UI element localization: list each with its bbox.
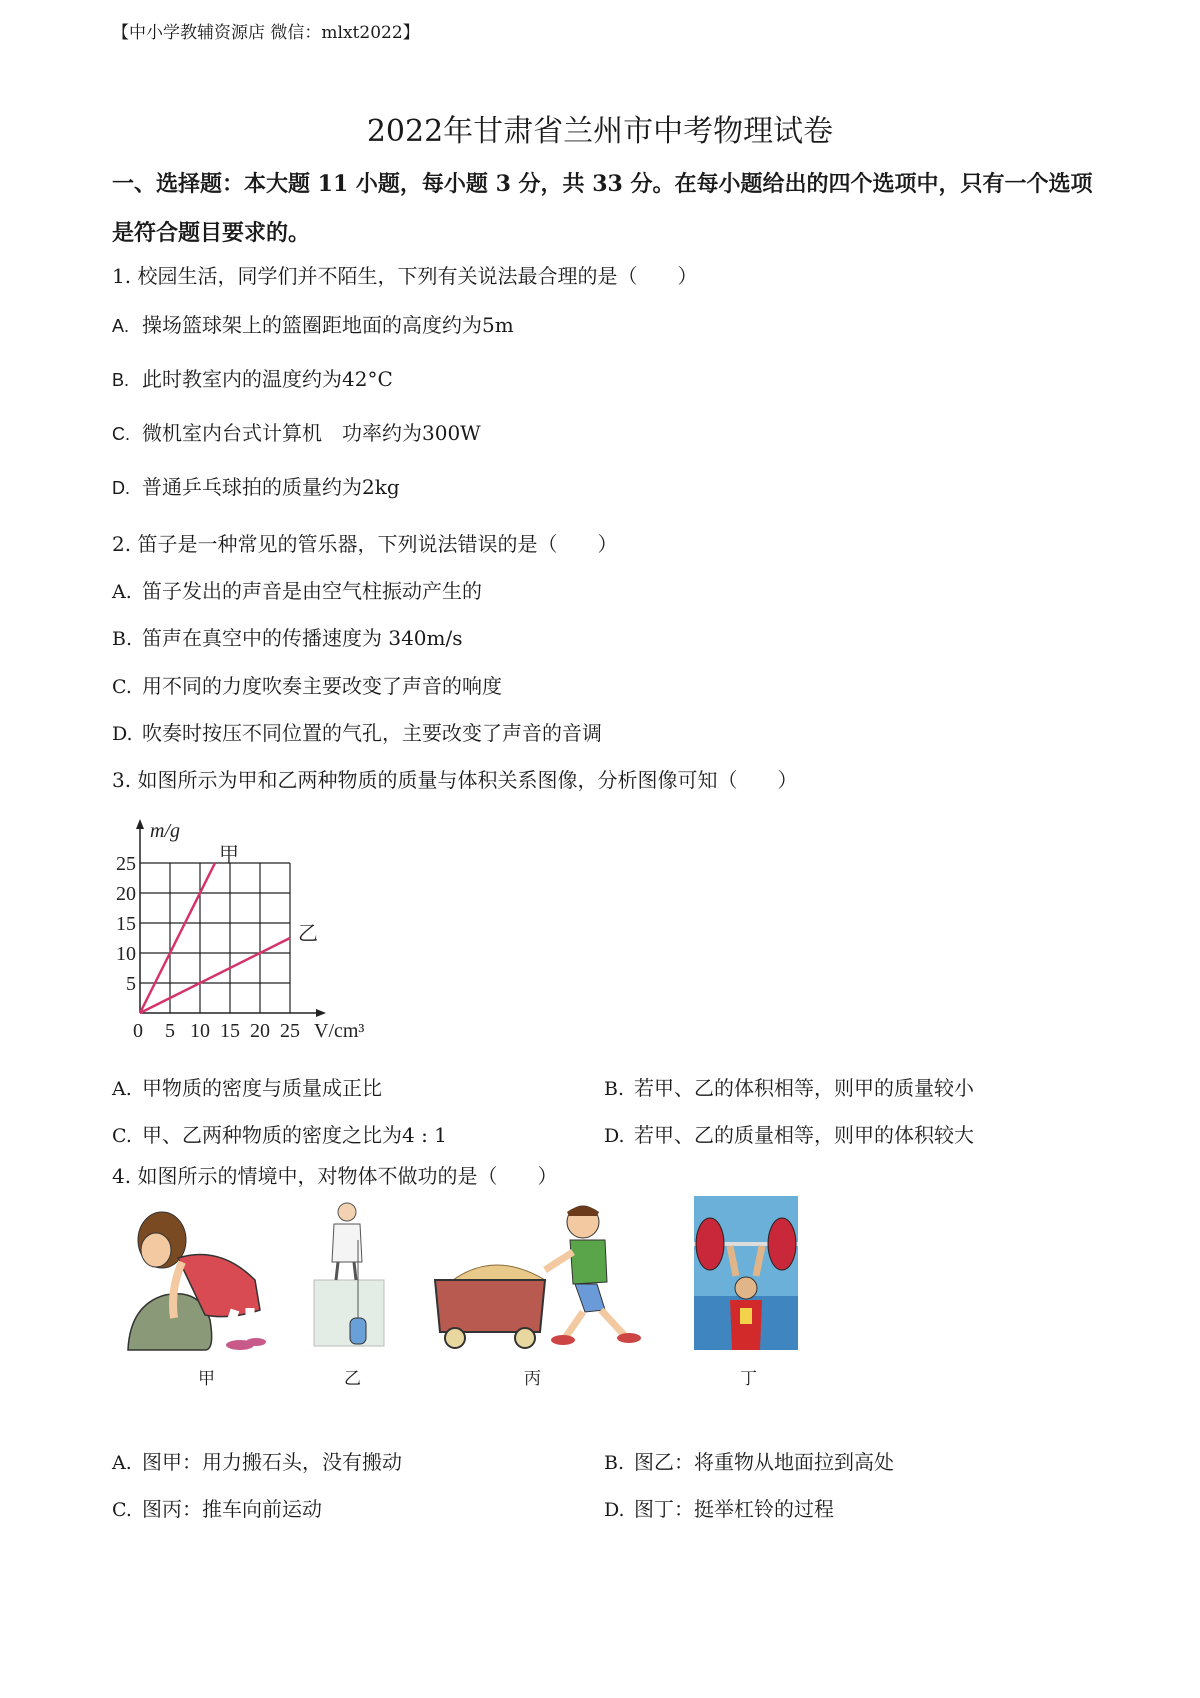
y-tick-label: 10 <box>116 943 136 965</box>
x-tick-label: 25 <box>280 1020 300 1042</box>
q2-option-a[interactable]: A. 笛子发出的声音是由空气柱振动产生的 <box>112 579 482 603</box>
q2-option-c[interactable]: C. 用不同的力度吹奏主要改变了声音的响度 <box>112 674 502 698</box>
q4-stem: 4. 如图所示的情境中，对物体不做功的是（ ） <box>112 1164 558 1188</box>
x-tick-label: 0 <box>133 1020 143 1042</box>
q2-option-b[interactable]: B. 笛声在真空中的传播速度为 340m/s <box>112 626 463 650</box>
q4-option-b[interactable]: B. 图乙：将重物从地面拉到高处 <box>604 1450 894 1474</box>
q4-option-c[interactable]: C. 图丙：推车向前运动 <box>112 1497 322 1521</box>
figure-bing-caption: 丙 <box>524 1369 541 1389</box>
figure-yi-pulling-weight <box>312 1200 392 1350</box>
q2-option-d[interactable]: D. 吹奏时按压不同位置的气孔，主要改变了声音的音调 <box>112 721 602 745</box>
x-tick-label: 5 <box>165 1020 175 1042</box>
figure-ding-weightlifter <box>694 1196 798 1350</box>
x-axis-arrow <box>316 1009 326 1017</box>
y-tick-label: 15 <box>116 913 136 935</box>
q3-option-b[interactable]: B. 若甲、乙的体积相等，则甲的质量较小 <box>604 1076 974 1100</box>
q1-option-a[interactable]: A. 操场篮球架上的篮圈距地面的高度约为5m <box>112 313 514 337</box>
figure-bing-pushing-cart <box>425 1200 660 1350</box>
q3-option-c[interactable]: C. 甲、乙两种物质的密度之比为4 : 1 <box>112 1123 447 1147</box>
y-tick-label: 5 <box>126 973 136 995</box>
page-title: 2022年甘肃省兰州市中考物理试卷 <box>366 114 834 149</box>
series-line-jia <box>140 863 215 1013</box>
q3-option-d[interactable]: D. 若甲、乙的质量相等，则甲的体积较大 <box>604 1123 974 1147</box>
series-label-yi: 乙 <box>298 923 318 945</box>
x-tick-label: 15 <box>220 1020 240 1042</box>
q4-option-a[interactable]: A. 图甲：用力搬石头，没有搬动 <box>112 1450 402 1474</box>
y-axis-arrow <box>136 819 144 829</box>
q3-option-a[interactable]: A. 甲物质的密度与质量成正比 <box>112 1076 382 1100</box>
figure-jia-lifting-stone <box>110 1200 275 1355</box>
chart-lines <box>140 863 290 1013</box>
x-axis-label: V/cm³ <box>314 1020 365 1042</box>
x-tick-label: 10 <box>190 1020 210 1042</box>
y-axis-label: m/g <box>150 820 180 842</box>
q3-stem: 3. 如图所示为甲和乙两种物质的质量与体积关系图像，分析图像可知（ ） <box>112 768 798 792</box>
q4-option-d[interactable]: D. 图丁：挺举杠铃的过程 <box>604 1497 834 1521</box>
q1-option-b[interactable]: B. 此时教室内的温度约为42°C <box>112 367 393 391</box>
page-header: 【中小学教辅资源店 微信：mlxt2022】 <box>112 23 420 43</box>
q1-option-d[interactable]: D. 普通乒乓球拍的质量约为2kg <box>112 475 400 499</box>
figure-jia-caption: 甲 <box>198 1369 215 1389</box>
figure-ding-caption: 丁 <box>740 1369 757 1389</box>
series-line-yi <box>140 938 290 1013</box>
x-tick-label: 20 <box>250 1020 270 1042</box>
section-heading: 一、选择题：本大题 11 小题，每小题 3 分，共 33 分。在每小题给出的四个选项中，只有一个选项是符合题目要求的。 <box>112 171 1093 246</box>
figure-yi-caption: 乙 <box>344 1369 361 1389</box>
q1-option-c[interactable]: C. 微机室内台式计算机 功率约为300W <box>112 421 481 445</box>
series-label-jia: 甲 <box>219 844 239 866</box>
y-tick-label: 20 <box>116 883 136 905</box>
chart-grid <box>140 863 290 1013</box>
q1-stem: 1. 校园生活，同学们并不陌生，下列有关说法最合理的是（ ） <box>112 264 698 288</box>
q2-stem: 2. 笛子是一种常见的管乐器，下列说法错误的是（ ） <box>112 532 618 556</box>
mass-volume-chart <box>100 815 390 1045</box>
y-tick-label: 25 <box>116 853 136 875</box>
